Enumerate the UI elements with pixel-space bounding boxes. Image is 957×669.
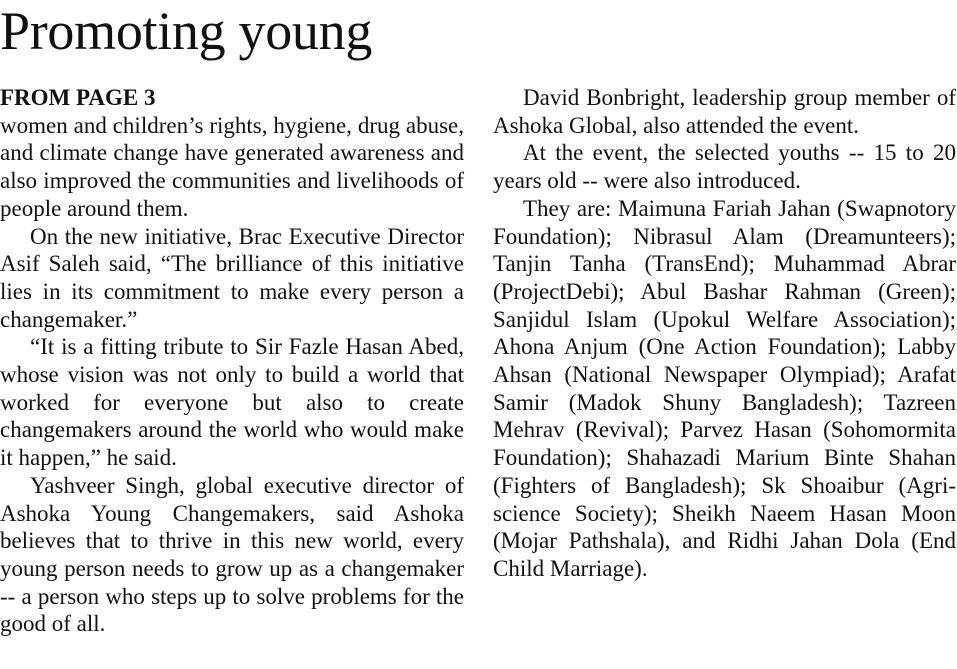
paragraph: women and children’s rights, hygiene, drug abuse, and climate change have generated awareness and also improved the communities and livelihoods of people around them. bbox=[0, 112, 464, 221]
paragraph: On the new initiative, Brac Executive Director Asif Saleh said, “The brilliance of this initiative lies in its commitment to make every person a changemaker.” bbox=[0, 223, 464, 332]
paragraph: David Bonbright, leadership group member of Ashoka Global, also attended the event. bbox=[493, 85, 956, 138]
article-column-right bbox=[493, 84, 956, 583]
paragraph: At the event, the selected youths -- 15 to 20 years old -- were also introduced. bbox=[493, 140, 956, 194]
article-column-left bbox=[0, 84, 464, 638]
paragraph: Yashveer Singh, global executive director of Ashoka Young Changemakers, said Ashoka believes that to thrive in this new world, every young person needs to grow up as a changemaker -- a person who steps up to solve problems for the good of all. bbox=[0, 472, 464, 637]
paragraph: They are: Maimuna Fariah Jahan (Swapnotory Foundation); Nibrasul Alam (Dreamunteers); Tanjin Tanha (TransEnd); Muhammad Abrar (ProjectDebi); Abul Bashar Rahman (Green); Sanjidul Islam (Upokul Welfare Association); Ahona Anjum (One Action Foundation); Labby Ahsan (National Newspaper Olympiad); Arafat Samir (Madok Shuny Bangladesh); Tazreen Mehrav (Revival); Parvez Hasan (Sohomormita Foundation); Shahazadi Marium Binte Shahan (Fighters of Bangladesh); Sk Shoaibur (Agri-science Society); Sheikh Naeem Hasan Moon (Mojar Pathshala), and Ridhi Jahan Dola (End Child Marriage). bbox=[493, 195, 956, 581]
paragraph: “It is a fitting tribute to Sir Fazle Hasan Abed, whose vision was not only to build a world that worked for everyone but also to create changemakers around the world who would make it happen,” he said. bbox=[0, 334, 464, 471]
jump-line: FROM PAGE 3 bbox=[0, 85, 156, 110]
article-headline: Promoting young bbox=[0, 1, 373, 61]
